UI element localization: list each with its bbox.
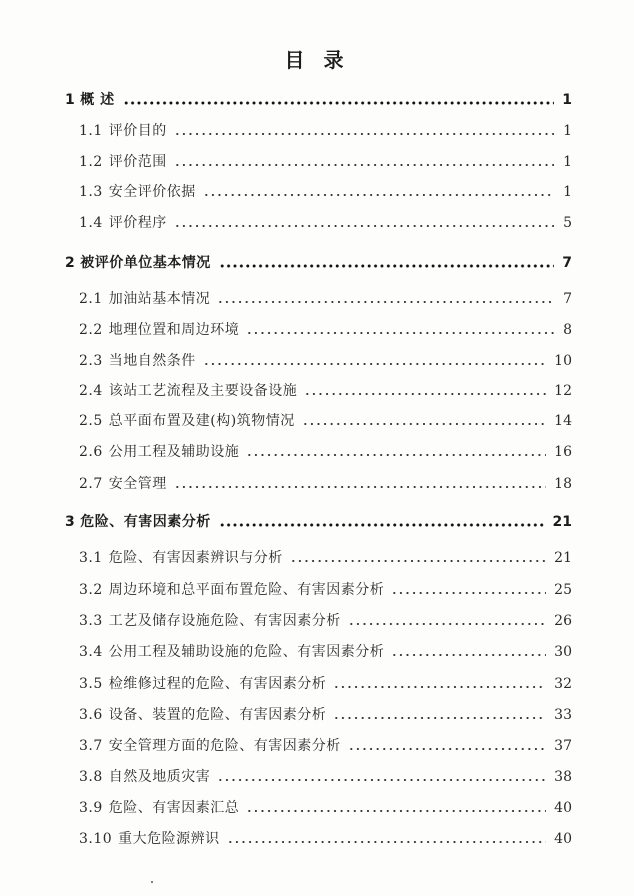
toc-chapter-entry (65, 253, 572, 273)
entry-label: 评价程序 (108, 215, 167, 231)
toc-entry (79, 705, 572, 725)
scan-speck (151, 881, 153, 883)
toc-entry (79, 152, 572, 172)
dot-leader (302, 422, 546, 426)
entry-page-number: 1 (563, 184, 572, 200)
dot-leader (391, 591, 546, 595)
entry-page-number: 37 (554, 738, 572, 754)
dot-leader (304, 392, 546, 396)
toc-entry (79, 121, 572, 141)
entry-number: 2.3 (79, 353, 103, 369)
entry-number: 1.1 (79, 123, 103, 139)
toc-entry (79, 548, 572, 568)
entry-label: 危险、有害因素汇总 (108, 800, 240, 816)
toc-entry (79, 289, 572, 309)
entry-number: 3.1 (79, 550, 103, 566)
entry-page-number: 40 (554, 800, 572, 816)
entry-number: 3.5 (79, 676, 103, 692)
toc-entry (79, 798, 572, 818)
toc-entry (79, 351, 572, 371)
entry-page-number: 5 (563, 215, 572, 231)
entry-number: 3.8 (79, 769, 103, 785)
entry-number: 1.4 (79, 215, 103, 231)
entry-page-number: 1 (562, 92, 572, 108)
dot-leader (217, 778, 546, 782)
entry-label: 自然及地质灾害 (108, 769, 211, 785)
page-title: 目 录 (284, 48, 350, 72)
entry-label: 危险、有害因素分析 (80, 514, 211, 530)
toc-entry (79, 829, 572, 849)
dot-leader (217, 300, 554, 304)
entry-page-number: 18 (554, 476, 572, 492)
entry-page-number: 1 (563, 154, 572, 170)
entry-page-number: 7 (562, 255, 572, 271)
dot-leader (174, 132, 554, 136)
entry-label: 安全管理方面的危险、有害因素分析 (108, 738, 341, 754)
entry-label: 安全管理 (108, 476, 167, 492)
entry-label: 该站工艺流程及主要设备设施 (108, 383, 298, 399)
entry-number: 3.9 (79, 800, 103, 816)
entry-page-number: 12 (554, 383, 572, 399)
toc-chapter-entry (65, 512, 572, 532)
dot-leader (174, 224, 554, 228)
toc-entry (79, 320, 572, 340)
toc-entry (79, 182, 572, 202)
entry-label: 概 述 (80, 92, 115, 108)
entry-page-number: 14 (554, 413, 572, 429)
dot-leader (174, 485, 546, 489)
toc-entry (79, 642, 572, 662)
entry-label: 当地自然条件 (108, 353, 196, 369)
entry-label: 总平面布置及建(构)筑物情况 (108, 413, 295, 429)
entry-label: 周边环境和总平面布置危险、有害因素分析 (108, 582, 385, 598)
toc-entry (79, 736, 572, 756)
dot-leader (219, 523, 545, 527)
entry-page-number: 8 (563, 322, 572, 338)
dot-leader (246, 453, 546, 457)
entry-label: 评价范围 (108, 154, 167, 170)
dot-leader (227, 840, 547, 844)
entry-number: 2.4 (79, 383, 103, 399)
toc-entry (79, 411, 572, 431)
entry-label: 设备、装置的危险、有害因素分析 (108, 707, 327, 723)
entry-number: 2.6 (79, 444, 103, 460)
entry-page-number: 26 (554, 613, 572, 629)
entry-page-number: 40 (554, 831, 572, 847)
entry-label: 加油站基本情况 (108, 291, 211, 307)
entry-page-number: 32 (554, 676, 572, 692)
toc-entry (79, 213, 572, 233)
dot-leader (174, 163, 554, 167)
toc-chapter-entry (65, 90, 572, 110)
entry-number: 2.7 (79, 476, 103, 492)
entry-page-number: 21 (554, 550, 572, 566)
toc-entry (79, 474, 572, 494)
toc-entry (79, 580, 572, 600)
entry-number: 3.7 (79, 738, 103, 754)
dot-leader (290, 559, 546, 563)
dot-leader (348, 622, 546, 626)
entry-page-number: 25 (554, 582, 572, 598)
entry-label: 地理位置和周边环境 (108, 322, 240, 338)
entry-label: 公用工程及辅助设施 (108, 444, 240, 460)
dot-leader (246, 809, 546, 813)
entry-number: 3.2 (79, 582, 103, 598)
dot-leader (333, 716, 546, 720)
entry-number: 3.4 (79, 644, 103, 660)
toc-entry (79, 674, 572, 694)
entry-number: 3.6 (79, 707, 103, 723)
entry-label: 安全评价依据 (108, 184, 196, 200)
entry-page-number: 1 (563, 123, 572, 139)
entry-number: 3.10 (79, 831, 113, 847)
entry-number: 2.5 (79, 413, 103, 429)
dot-leader (333, 685, 546, 689)
toc-entry (79, 442, 572, 462)
entry-number: 3 (65, 514, 76, 530)
dot-leader (203, 193, 554, 197)
entry-number: 3.3 (79, 613, 103, 629)
entry-page-number: 16 (554, 444, 572, 460)
dot-leader (203, 362, 546, 366)
toc-entry (79, 767, 572, 787)
entry-number: 2.1 (79, 291, 103, 307)
toc-entry (79, 381, 572, 401)
entry-label: 危险、有害因素辨识与分析 (108, 550, 283, 566)
dot-leader (246, 331, 554, 335)
entry-page-number: 7 (563, 291, 572, 307)
entry-label: 评价目的 (108, 123, 167, 139)
dot-leader (219, 264, 554, 268)
entry-number: 2 (65, 255, 76, 271)
entry-number: 2.2 (79, 322, 103, 338)
dot-leader (391, 653, 546, 657)
entry-label: 被评价单位基本情况 (80, 255, 211, 271)
entry-page-number: 10 (554, 353, 572, 369)
entry-number: 1 (65, 92, 76, 108)
entry-number: 1.3 (79, 184, 103, 200)
entry-page-number: 21 (552, 514, 572, 530)
entry-page-number: 30 (554, 644, 572, 660)
dot-leader (123, 101, 554, 105)
entry-page-number: 38 (554, 769, 572, 785)
entry-page-number: 33 (554, 707, 572, 723)
entry-label: 检维修过程的危险、有害因素分析 (108, 676, 327, 692)
dot-leader (348, 747, 546, 751)
entry-label: 重大危险源辨识 (118, 831, 220, 847)
entry-number: 1.2 (79, 154, 103, 170)
entry-label: 公用工程及辅助设施的危险、有害因素分析 (108, 644, 385, 660)
toc-entry (79, 611, 572, 631)
entry-label: 工艺及储存设施危险、有害因素分析 (108, 613, 341, 629)
